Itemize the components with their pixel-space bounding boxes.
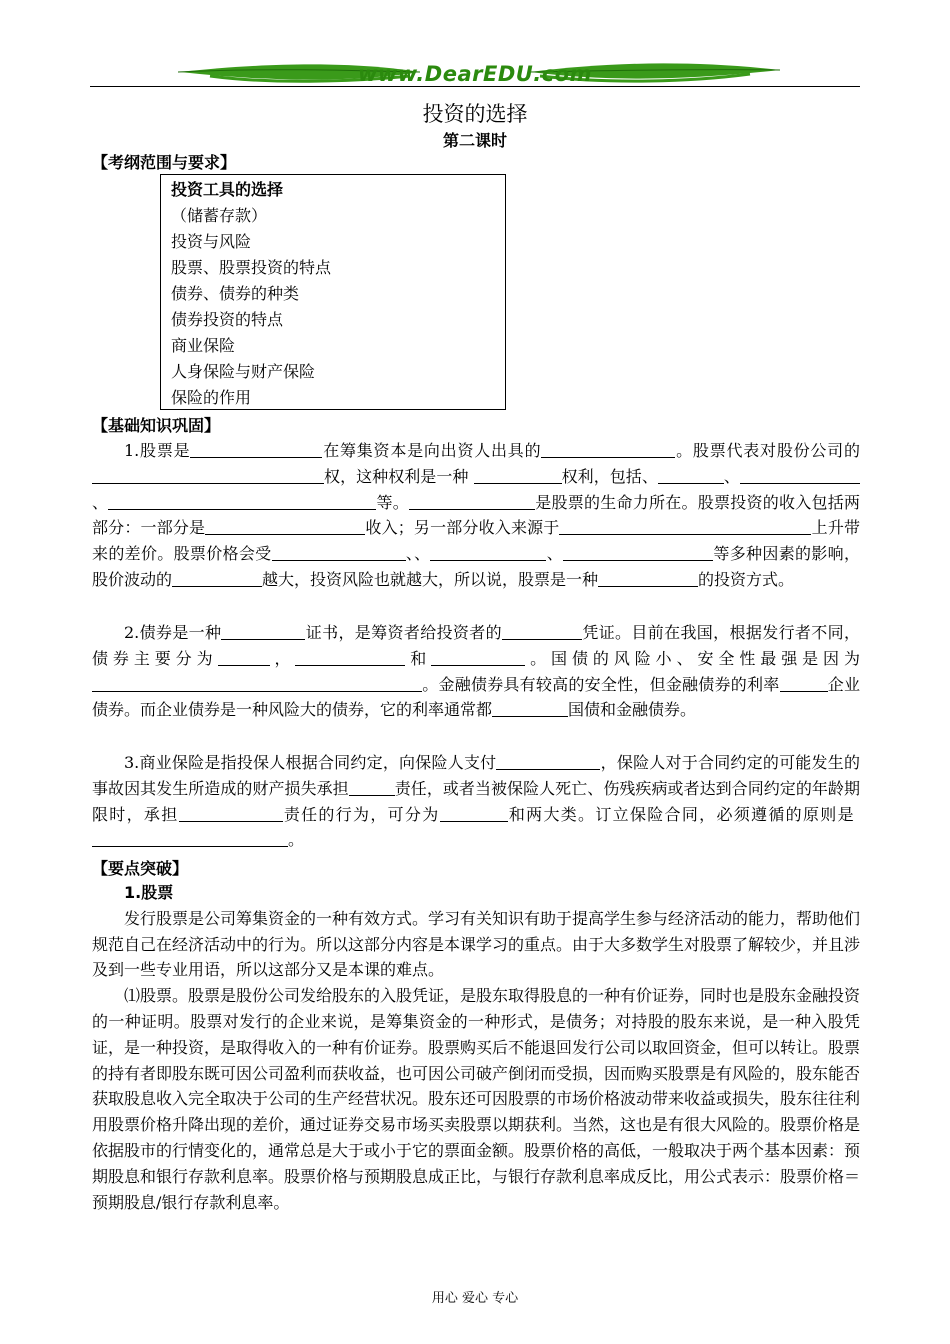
answer-blank[interactable] (172, 570, 262, 587)
answer-blank[interactable] (218, 649, 270, 666)
outline-item: （储蓄存款） (171, 206, 268, 225)
keypoint-paragraph: 发行股票是公司筹集资金的一种有效方式。学习有关知识有助于提高学生参与经济活动的能力，帮助他们规范自己在经济活动中的行为。所以这部分内容是本课学习的重点。由于大多数学生对股票了解较少，并且涉及到一些专业用语，所以这部分又是本课的难点。 (92, 908, 861, 980)
answer-blank[interactable] (740, 467, 860, 484)
answer-blank[interactable] (349, 779, 395, 796)
answer-blank[interactable] (190, 441, 322, 458)
outline-item: 人身保险与财产保险 (171, 362, 316, 381)
question-1: 1.股票是 在筹集资本是向出资人出具的 。股票代表对股份公司的权，这种权利是一种 权利，包括、 、、 等。 是股票的生命力所在。股票投资的收入包括两部分：一部分是 收入；另一部分收入来源于 上升带来的差价。股票价格会受 、、 、 等多种因素的影响，股价波动的 越大，投资风险也就越大，所以说，股票是一种 的投资方式。 (92, 441, 860, 589)
outline-item: 保险的作用 (171, 388, 252, 407)
answer-blank[interactable] (559, 518, 811, 535)
answer-blank[interactable] (431, 649, 525, 666)
answer-blank[interactable] (502, 623, 582, 640)
question-2: 2.债券是一种 证书，是筹资者给投资者的 凭证。目前在我国，根据发行者不同，债券主要分为 ， 和 。国债的风险小、安全性最强是因为。金融债券具有较高的安全性，但金融债券的利率 企业债券。而企业债券是一种风险大的债券，它的利率通常都 国债和金融债券。 (92, 623, 860, 720)
outline-item: 投资工具的选择 (171, 180, 284, 199)
answer-blank[interactable] (780, 675, 828, 692)
outline-item: 投资与风险 (171, 232, 252, 251)
site-logo: www.DearEDU.com (357, 62, 593, 86)
answer-blank[interactable] (92, 467, 324, 484)
page-footer: 用心 爱心 专心 (431, 1291, 519, 1306)
answer-blank[interactable] (221, 623, 305, 640)
keypoints-body (92, 880, 860, 1215)
question-3: 3.商业保险是指投保人根据合同约定，向保险人支付 ，保险人对于合同约定的可能发生的事故因其发生所造成的财产损失承担 责任，或者当被保险人死亡、伤残疾病或者达到合同约定的年龄期限时，承担 责任的行为，可分为 和两大类。订立保险合同，必须遵循的原则是 。 (92, 753, 860, 850)
answer-blank[interactable] (598, 570, 698, 587)
outline-item: 股票、股票投资的特点 (171, 258, 332, 277)
page-subtitle: 第二课时 (442, 131, 507, 150)
answer-blank[interactable] (92, 675, 422, 692)
answer-blank[interactable] (541, 441, 675, 458)
answer-blank[interactable] (496, 753, 600, 770)
outline-box (160, 174, 506, 410)
section-keypoints-heading: 【要点突破】 (92, 859, 189, 878)
answer-blank[interactable] (430, 544, 546, 561)
header-rule (90, 86, 860, 87)
outline-item: 债券、债券的种类 (171, 284, 300, 303)
section-basics-heading: 【基础知识巩固】 (92, 416, 221, 435)
answer-blank[interactable] (205, 518, 365, 535)
answer-blank[interactable] (492, 700, 568, 717)
answer-blank[interactable] (295, 649, 405, 666)
answer-blank[interactable] (658, 467, 724, 484)
outline-item: 商业保险 (171, 336, 236, 355)
keypoint-heading: 1.股票 (124, 883, 174, 902)
answer-blank[interactable] (92, 830, 288, 847)
page-title: 投资的选择 (422, 102, 528, 126)
answer-blank[interactable] (440, 805, 508, 822)
answer-blank[interactable] (179, 805, 283, 822)
answer-blank[interactable] (409, 493, 535, 510)
outline-item: 债券投资的特点 (171, 310, 284, 329)
answer-blank[interactable] (563, 544, 713, 561)
keypoint-paragraph: ⑴股票。股票是股份公司发给股东的入股凭证，是股东取得股息的一种有价证券，同时也是股东金融投资的一种证明。股票对发行的企业来说，是筹集资金的一种形式，是债务；对持股的股东来说，是一种入股凭证，是一种投资，是取得收入的一种有价证券。股票购买后不能退回发行公司以取回资金，但可以转让。股票的持有者即股东既可因公司盈利而获收益，也可因公司破产倒闭而受损，因而购买股票是有风险的，股东能否获取股息收入完全取决于公司的生产经营状况。股东还可因股票的市场价格波动带来收益或损失，股东往往利用股票价格升降出现的差价，通过证券交易市场买卖股票以期获利。当然，这也是有很大风险的。股票价格是依据股市的行情变化的，通常总是大于或小于它的票面金额。股票价格的高低，一般取决于两个基本因素：预期股息和银行存款利息率。股票价格与预期股息成正比，与银行存款利息率成反比，用公式表示：股票价格＝预期股息/银行存款利息率。 (92, 986, 861, 1212)
section-outline-heading: 【考纲范围与要求】 (92, 153, 237, 172)
answer-blank[interactable] (272, 544, 406, 561)
answer-blank[interactable] (108, 493, 376, 510)
answer-blank[interactable] (474, 467, 562, 484)
